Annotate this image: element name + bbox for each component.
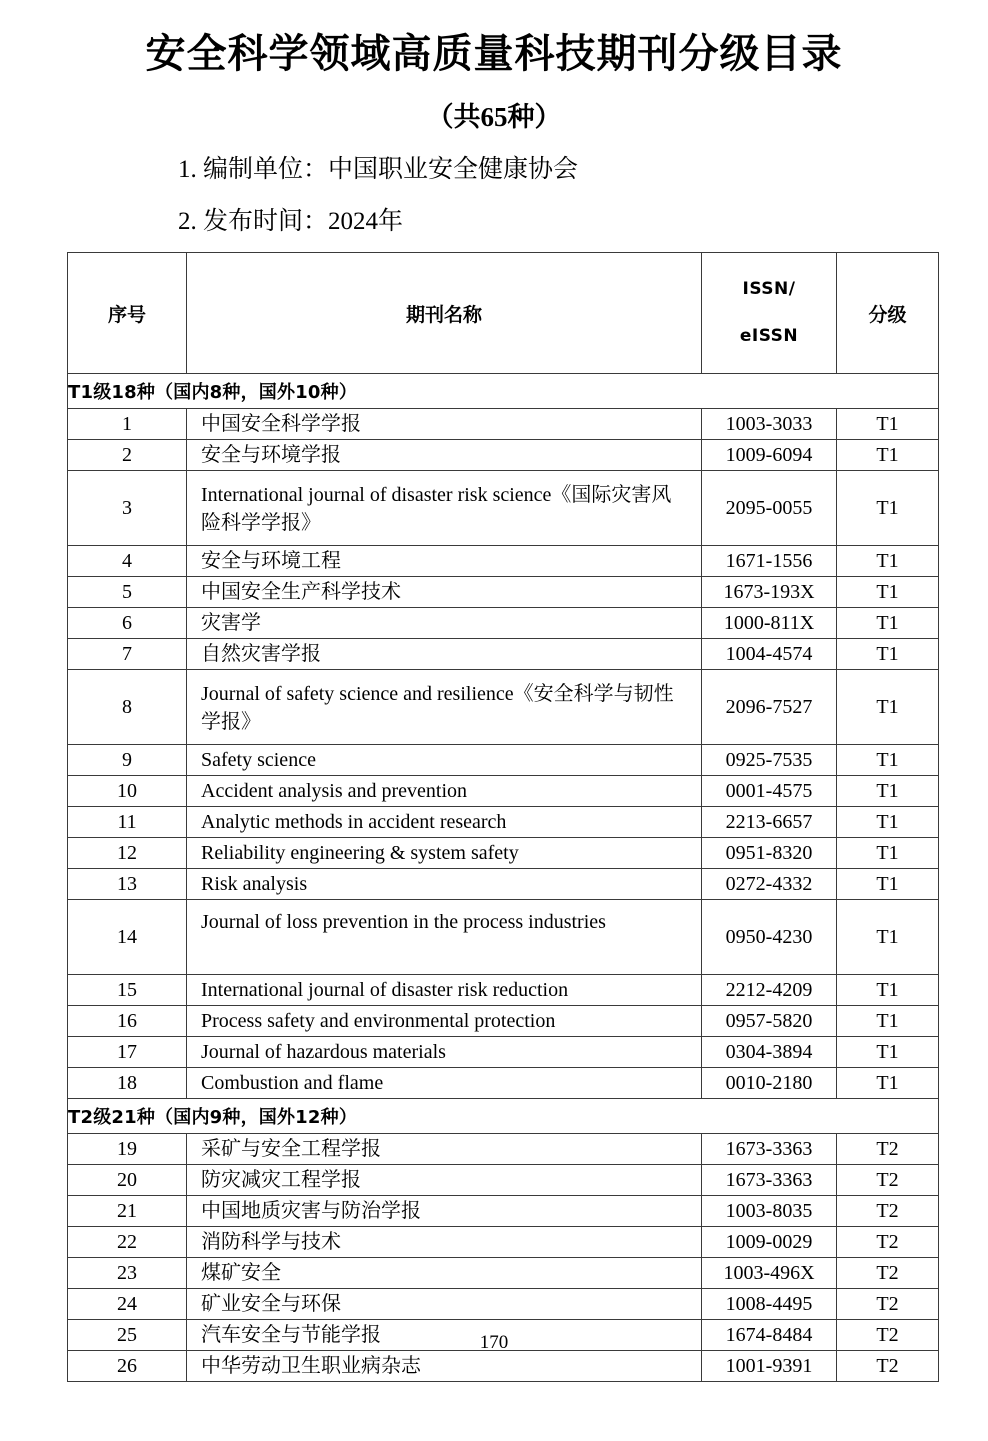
cell-issn: 2213-6657 (702, 807, 837, 838)
cell-journal-name: Accident analysis and prevention (187, 776, 702, 807)
cell-rank: T2 (837, 1320, 939, 1351)
cell-rank: T1 (837, 975, 939, 1006)
table-group-header-row (68, 374, 939, 409)
cell-rank: T1 (837, 900, 939, 975)
cell-journal-name: International journal of disaster risk science《国际灾害风险科学学报》 (187, 471, 702, 546)
table-row (68, 1227, 939, 1258)
cell-issn: 1000-811X (702, 608, 837, 639)
table-group-header-row (68, 1099, 939, 1134)
cell-sequence: 23 (68, 1258, 187, 1289)
cell-rank: T1 (837, 639, 939, 670)
cell-issn: 1674-8484 (702, 1320, 837, 1351)
column-header-rank: 分级 (837, 253, 939, 374)
cell-journal-name: Combustion and flame (187, 1068, 702, 1099)
cell-sequence: 6 (68, 608, 187, 639)
cell-sequence: 21 (68, 1196, 187, 1227)
cell-rank: T1 (837, 608, 939, 639)
cell-rank: T1 (837, 409, 939, 440)
cell-issn: 1673-3363 (702, 1134, 837, 1165)
cell-sequence: 24 (68, 1289, 187, 1320)
cell-rank: T1 (837, 670, 939, 745)
column-header-issn (702, 253, 837, 374)
cell-issn: 1671-1556 (702, 546, 837, 577)
cell-rank: T2 (837, 1351, 939, 1382)
cell-issn: 0957-5820 (702, 1006, 837, 1037)
cell-sequence: 8 (68, 670, 187, 745)
table-row (68, 577, 939, 608)
cell-sequence: 4 (68, 546, 187, 577)
cell-journal-name: 安全与环境学报 (187, 440, 702, 471)
cell-issn: 1001-9391 (702, 1351, 837, 1382)
table-header-row (68, 253, 939, 374)
cell-issn: 1003-496X (702, 1258, 837, 1289)
journal-table-container (67, 252, 938, 1382)
cell-sequence: 25 (68, 1320, 187, 1351)
cell-journal-name: Journal of safety science and resilience《安全科学与韧性学报》 (187, 670, 702, 745)
cell-journal-name: 中华劳动卫生职业病杂志 (187, 1351, 702, 1382)
table-row (68, 807, 939, 838)
cell-sequence: 19 (68, 1134, 187, 1165)
cell-journal-name: 中国安全科学学报 (187, 409, 702, 440)
cell-journal-name: Journal of hazardous materials (187, 1037, 702, 1068)
table-row (68, 1351, 939, 1382)
page-title: 安全科学领域高质量科技期刊分级目录 (145, 31, 843, 77)
document-meta-list (0, 131, 988, 236)
cell-rank: T1 (837, 776, 939, 807)
cell-issn: 1673-193X (702, 577, 837, 608)
cell-journal-name: Journal of loss prevention in the process industries (187, 900, 702, 975)
cell-journal-name: Safety science (187, 745, 702, 776)
cell-sequence: 18 (68, 1068, 187, 1099)
cell-rank: T2 (837, 1196, 939, 1227)
cell-sequence: 17 (68, 1037, 187, 1068)
table-row (68, 670, 939, 745)
cell-sequence: 20 (68, 1165, 187, 1196)
cell-journal-name: 自然灾害学报 (187, 639, 702, 670)
cell-sequence: 12 (68, 838, 187, 869)
cell-issn: 1673-3363 (702, 1165, 837, 1196)
cell-issn: 0950-4230 (702, 900, 837, 975)
cell-journal-name: 汽车安全与节能学报 (187, 1320, 702, 1351)
cell-rank: T1 (837, 440, 939, 471)
page-number: 170 (479, 1332, 509, 1353)
cell-rank: T1 (837, 471, 939, 546)
cell-journal-name: Process safety and environmental protection (187, 1006, 702, 1037)
cell-rank: T1 (837, 577, 939, 608)
table-row (68, 639, 939, 670)
cell-journal-name: 灾害学 (187, 608, 702, 639)
table-row (68, 869, 939, 900)
table-row (68, 1006, 939, 1037)
cell-issn: 0001-4575 (702, 776, 837, 807)
table-row (68, 1165, 939, 1196)
cell-rank: T1 (837, 1006, 939, 1037)
cell-issn: 2096-7527 (702, 670, 837, 745)
cell-rank: T1 (837, 838, 939, 869)
cell-rank: T2 (837, 1258, 939, 1289)
cell-journal-name: Analytic methods in accident research (187, 807, 702, 838)
cell-journal-name: International journal of disaster risk reduction (187, 975, 702, 1006)
cell-rank: T2 (837, 1165, 939, 1196)
page-subtitle: （共65种） (426, 102, 562, 132)
cell-sequence: 11 (68, 807, 187, 838)
column-header-name: 期刊名称 (187, 253, 702, 374)
column-header-seq: 序号 (68, 253, 187, 374)
cell-issn: 0010-2180 (702, 1068, 837, 1099)
document-meta-item: 2. 发布时间：2024年 (178, 208, 404, 236)
cell-rank: T2 (837, 1289, 939, 1320)
cell-journal-name: 防灾减灾工程学报 (187, 1165, 702, 1196)
cell-sequence: 9 (68, 745, 187, 776)
cell-sequence: 3 (68, 471, 187, 546)
cell-issn: 0272-4332 (702, 869, 837, 900)
cell-issn: 2095-0055 (702, 471, 837, 546)
cell-issn: 0925-7535 (702, 745, 837, 776)
table-row (68, 1289, 939, 1320)
cell-sequence: 14 (68, 900, 187, 975)
cell-journal-name: 安全与环境工程 (187, 546, 702, 577)
cell-issn: 0304-3894 (702, 1037, 837, 1068)
table-row (68, 546, 939, 577)
cell-issn: 1004-4574 (702, 639, 837, 670)
cell-sequence: 5 (68, 577, 187, 608)
table-group-label: T2级21种（国内9种，国外12种） (68, 1099, 939, 1134)
cell-rank: T1 (837, 807, 939, 838)
column-header-issn-line2: eISSN (739, 326, 799, 346)
cell-journal-name: 煤矿安全 (187, 1258, 702, 1289)
cell-issn: 2212-4209 (702, 975, 837, 1006)
cell-sequence: 2 (68, 440, 187, 471)
table-body (68, 374, 939, 1382)
table-row (68, 900, 939, 975)
cell-sequence: 22 (68, 1227, 187, 1258)
cell-journal-name: 采矿与安全工程学报 (187, 1134, 702, 1165)
cell-sequence: 16 (68, 1006, 187, 1037)
cell-journal-name: 矿业安全与环保 (187, 1289, 702, 1320)
table-row (68, 608, 939, 639)
table-row (68, 776, 939, 807)
table-row (68, 471, 939, 546)
cell-sequence: 26 (68, 1351, 187, 1382)
table-row (68, 838, 939, 869)
table-header (68, 253, 939, 374)
document-meta-item: 1. 编制单位：中国职业安全健康协会 (178, 156, 579, 183)
cell-issn: 1009-6094 (702, 440, 837, 471)
cell-issn: 1008-4495 (702, 1289, 837, 1320)
table-row (68, 1068, 939, 1099)
cell-rank: T2 (837, 1134, 939, 1165)
table-row (68, 1134, 939, 1165)
cell-rank: T1 (837, 745, 939, 776)
cell-sequence: 15 (68, 975, 187, 1006)
cell-sequence: 13 (68, 869, 187, 900)
cell-journal-name: Reliability engineering & system safety (187, 838, 702, 869)
cell-rank: T1 (837, 546, 939, 577)
cell-sequence: 1 (68, 409, 187, 440)
cell-issn: 1009-0029 (702, 1227, 837, 1258)
cell-journal-name: Risk analysis (187, 869, 702, 900)
cell-journal-name: 中国地质灾害与防治学报 (187, 1196, 702, 1227)
table-row (68, 975, 939, 1006)
cell-sequence: 10 (68, 776, 187, 807)
cell-rank: T1 (837, 1068, 939, 1099)
cell-issn: 0951-8320 (702, 838, 837, 869)
column-header-issn-line1: ISSN/ (742, 279, 796, 299)
cell-journal-name: 中国安全生产科学技术 (187, 577, 702, 608)
cell-rank: T1 (837, 1037, 939, 1068)
cell-sequence: 7 (68, 639, 187, 670)
table-row (68, 440, 939, 471)
table-group-label: T1级18种（国内8种，国外10种） (68, 374, 939, 409)
table-row (68, 409, 939, 440)
table-row (68, 1258, 939, 1289)
cell-issn: 1003-3033 (702, 409, 837, 440)
table-row (68, 745, 939, 776)
table-row (68, 1196, 939, 1227)
journal-table (67, 252, 939, 1382)
cell-rank: T1 (837, 869, 939, 900)
table-row (68, 1037, 939, 1068)
cell-issn: 1003-8035 (702, 1196, 837, 1227)
cell-journal-name: 消防科学与技术 (187, 1227, 702, 1258)
cell-rank: T2 (837, 1227, 939, 1258)
